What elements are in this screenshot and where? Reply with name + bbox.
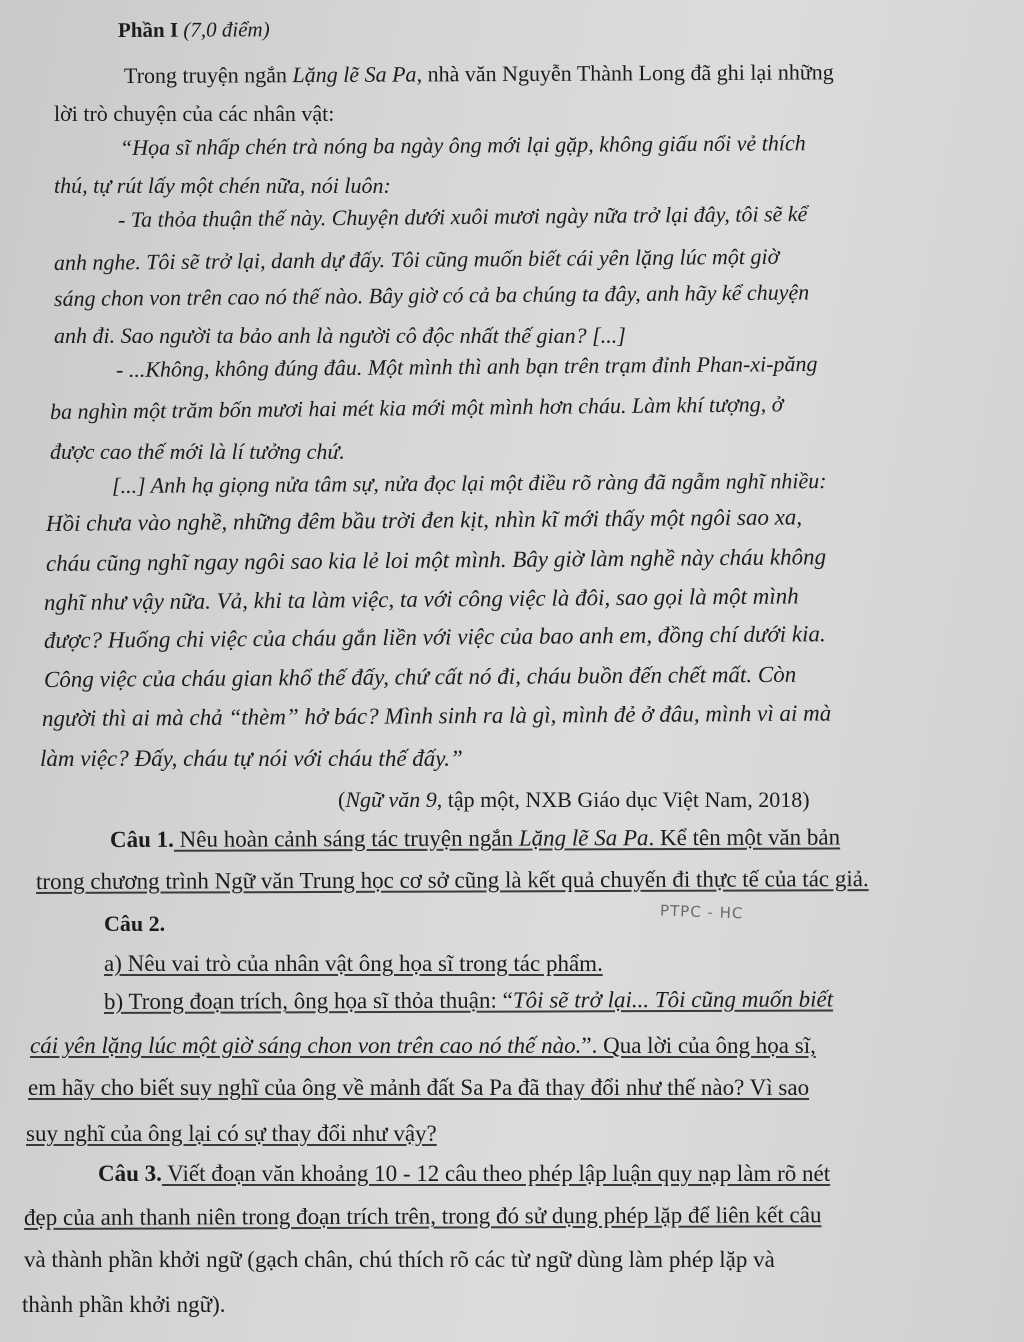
question-3-line-1 — [98, 1160, 830, 1188]
excerpt-line: người thì ai mà chả “thèm” hở bác? Mình sinh ra là gì, mình đẻ ở đâu, mình vì ai mà — [41, 700, 832, 731]
intro-work-title: Lặng lẽ Sa Pa — [292, 61, 417, 88]
section-points: (7,0 điểm) — [183, 17, 270, 42]
question-3-line-4: thành phần khởi ngữ). — [22, 1292, 226, 1317]
excerpt-line: làm việc? Đấy, cháu tự nói với cháu thế đấy.” — [40, 746, 463, 771]
question-3-line-2: đẹp của anh thanh niên trong đoạn trích trên, trong đó sử dụng phép lặp để liên kết câu — [23, 1202, 822, 1230]
source-citation — [338, 786, 810, 814]
excerpt-line: thú, tự rút lấy một chén nữa, nói luôn: — [54, 173, 391, 198]
question-2b-quote-2: cái yên lặng lúc một giờ sáng chon von trên cao nó thế nào. — [30, 1033, 582, 1058]
section-title — [118, 15, 270, 44]
intro-line-1 — [124, 58, 834, 90]
question-2b-text-2: ”. Qua lời của ông họa sĩ, — [581, 1033, 816, 1058]
question-2b-quote-1: Tôi sẽ trở lại... Tôi cũng muốn biết — [512, 986, 834, 1013]
excerpt-line: Công việc của cháu gian khổ thế đấy, chứ cất nó đi, cháu buồn đến chết mất. Còn — [43, 661, 797, 692]
question-2b-line-2 — [30, 1032, 816, 1060]
question-3-label: Câu 3. — [98, 1161, 162, 1186]
excerpt-line: - ...Không, không đúng đâu. Một mình thì anh bạn trên trạm đỉnh Phan-xi-păng — [115, 350, 818, 382]
excerpt-line: được? Huống chi việc của cháu gắn liền với việc của bao anh em, đồng chí dưới kia. — [43, 621, 826, 653]
excerpt-line: anh đi. Sao người ta bảo anh là người cô độc nhất thế gian? [...] — [54, 323, 626, 348]
excerpt-line: ba nghìn một trăm bốn mươi hai mét kia mới một mình hơn cháu. Làm khí tượng, ở — [49, 391, 784, 424]
question-1-line-1 — [110, 823, 840, 854]
question-2-label: Câu 2. — [104, 911, 166, 936]
excerpt-line: [...] Anh hạ giọng nửa tâm sự, nửa đọc lại một điều rõ ràng đã ngẫm nghĩ nhiều: — [111, 468, 827, 498]
intro-text: Trong truyện ngắn — [123, 62, 293, 88]
question-1-work-title: Lặng lẽ Sa Pa — [518, 825, 649, 851]
question-1-text-2: . Kể tên một văn bản — [648, 824, 841, 851]
question-2a: a) Nêu vai trò của nhân vật ông họa sĩ trong tác phẩm. — [104, 951, 603, 976]
excerpt-line: anh nghe. Tôi sẽ trở lại, danh dự đấy. Tôi cũng muốn biết cái yên lặng lúc một giờ — [53, 243, 780, 275]
question-2b-line-1 — [104, 985, 833, 1016]
excerpt-line: cháu cũng nghĩ ngay ngôi sao kia lẻ loi một mình. Bây giờ làm nghề này cháu không — [45, 544, 827, 576]
question-2b-line-4: suy nghĩ của ông lại có sự thay đổi như vậy? — [26, 1121, 437, 1146]
intro-text-2: , nhà văn Nguyễn Thành Long đã ghi lại những — [416, 59, 834, 87]
intro-line-2: lời trò chuyện của các nhân vật: — [54, 101, 335, 126]
excerpt-line: - Ta thỏa thuận thế này. Chuyện dưới xuôi mươi ngày nữa trở lại đây, tôi sẽ kể — [117, 200, 808, 232]
source-open: ( — [338, 787, 346, 812]
excerpt-line: Hồi chưa vào nghề, những đêm bầu trời đen kịt, nhìn kĩ mới thấy một ngôi sao xa, — [45, 504, 803, 536]
question-3-text: Viết đoạn văn khoảng 10 - 12 câu theo phép lập luận quy nạp làm rõ nét — [161, 1161, 831, 1186]
question-3-line-3: và thành phần khởi ngữ (gạch chân, chú thích rõ các từ ngữ dùng làm phép lặp và — [24, 1247, 775, 1272]
question-1-line-2: trong chương trình Ngữ văn Trung học cơ sở cũng là kết quả chuyến đi thực tế của tác giả. — [35, 866, 869, 894]
handwritten-note: PTPC - HC — [659, 901, 744, 923]
source-rest: , tập một, NXB Giáo dục Việt Nam, 2018) — [436, 787, 810, 812]
source-book: Ngữ văn 9 — [345, 787, 437, 812]
section-label: Phần I — [117, 17, 179, 42]
excerpt-line: được cao thế mới là lí tưởng chứ. — [50, 439, 345, 464]
question-2b-text: b) Trong đoạn trích, ông họa sĩ thỏa thuận: “ — [103, 987, 513, 1014]
excerpt-line: “Họa sĩ nhấp chén trà nóng ba ngày ông mới lại gặp, không giấu nổi vẻ thích — [119, 130, 806, 160]
question-1-label: Câu 1. — [109, 826, 174, 852]
excerpt-line: sáng chon von trên cao nó thế nào. Bây giờ có cả ba chúng ta đây, anh hãy kể chuyện — [53, 279, 810, 311]
question-1-text: Nêu hoàn cảnh sáng tác truyện ngắn — [173, 825, 519, 852]
excerpt-line: nghĩ như vậy nữa. Vả, khi ta làm việc, ta với công việc là đôi, sao gọi là một mình — [43, 583, 799, 615]
question-2b-line-3: em hãy cho biết suy nghĩ của ông về mảnh đất Sa Pa đã thay đổi như thế nào? Vì sao — [28, 1075, 810, 1100]
